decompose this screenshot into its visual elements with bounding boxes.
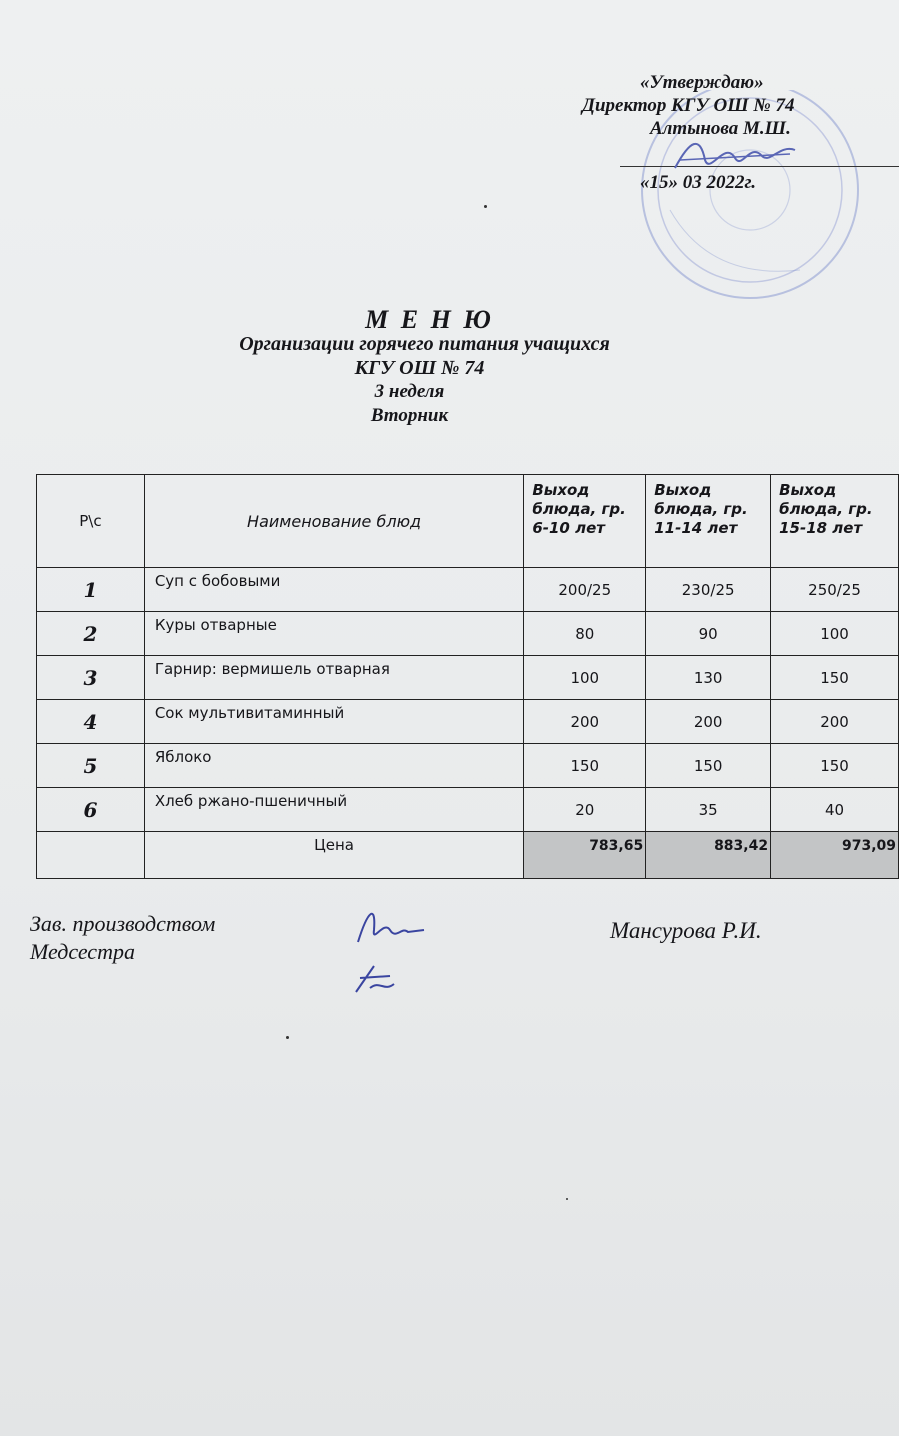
output-6-10: 80 — [524, 612, 646, 656]
header-output-11-14: Выход блюда, гр. 11-14 лет — [646, 475, 771, 568]
output-11-14: 230/25 — [646, 568, 771, 612]
output-6-10: 200/25 — [524, 568, 646, 612]
row-number: 6 — [37, 788, 145, 832]
nurse-signature-icon — [350, 958, 410, 998]
week-label: 3 неделя — [374, 381, 445, 402]
dish-name: Суп с бобовыми — [144, 568, 524, 612]
approval-heading: «Утверждаю» — [640, 72, 764, 93]
output-11-14: 35 — [646, 788, 771, 832]
approval-date: «15» 03 2022г. — [640, 172, 757, 193]
table-row — [37, 568, 899, 612]
output-6-10: 20 — [524, 788, 646, 832]
table-row — [37, 744, 899, 788]
row-number: 1 — [37, 568, 145, 612]
page-title: М Е Н Ю — [365, 305, 494, 334]
menu-table — [36, 474, 899, 879]
output-6-10: 150 — [524, 744, 646, 788]
title-block — [0, 305, 899, 428]
row-number: 4 — [37, 700, 145, 744]
school-name: КГУ ОШ № 74 — [354, 357, 485, 379]
price-row — [37, 832, 899, 879]
role-nurse: Медсестра — [30, 939, 135, 964]
output-6-10: 200 — [524, 700, 646, 744]
day-label: Вторник — [370, 405, 449, 426]
approval-director-name: Алтынова М.Ш. — [650, 118, 791, 139]
dish-name: Куры отварные — [144, 612, 524, 656]
speck — [566, 1198, 568, 1200]
table-row — [37, 700, 899, 744]
output-11-14: 130 — [646, 656, 771, 700]
dish-name: Гарнир: вермишель отварная — [144, 656, 524, 700]
output-15-18: 40 — [771, 788, 899, 832]
output-15-18: 100 — [771, 612, 899, 656]
table-row — [37, 656, 899, 700]
table-header-row — [37, 475, 899, 568]
price-11-14: 883,42 — [646, 832, 771, 879]
output-15-18: 250/25 — [771, 568, 899, 612]
price-empty-cell — [37, 832, 145, 879]
row-number: 2 — [37, 612, 145, 656]
dish-name: Сок мультивитаминный — [144, 700, 524, 744]
signer-name: Мансурова Р.И. — [610, 918, 762, 943]
output-15-18: 150 — [771, 744, 899, 788]
dish-name: Яблоко — [144, 744, 524, 788]
page-subtitle: Организации горячего питания учащихся — [239, 333, 610, 355]
header-dish-name: Наименование блюд — [144, 475, 524, 568]
speck — [286, 1036, 289, 1039]
footer-roles — [30, 910, 215, 966]
output-15-18: 200 — [771, 700, 899, 744]
header-output-6-10: Выход блюда, гр. 6-10 лет — [524, 475, 646, 568]
output-6-10: 100 — [524, 656, 646, 700]
production-head-signature-icon — [350, 900, 430, 950]
approval-block — [560, 70, 890, 270]
header-number: Р\с — [37, 475, 145, 568]
approval-position: Директор КГУ ОШ № 74 — [582, 95, 795, 116]
price-6-10: 783,65 — [524, 832, 646, 879]
price-15-18: 973,09 — [771, 832, 899, 879]
row-number: 3 — [37, 656, 145, 700]
dish-name: Хлеб ржано-пшеничный — [144, 788, 524, 832]
output-11-14: 200 — [646, 700, 771, 744]
output-15-18: 150 — [771, 656, 899, 700]
table-row — [37, 788, 899, 832]
speck — [484, 205, 487, 208]
output-11-14: 90 — [646, 612, 771, 656]
price-label: Цена — [144, 832, 524, 879]
row-number: 5 — [37, 744, 145, 788]
header-output-15-18: Выход блюда, гр. 15-18 лет — [771, 475, 899, 568]
table-row — [37, 612, 899, 656]
role-production-head: Зав. производством — [30, 911, 216, 936]
output-11-14: 150 — [646, 744, 771, 788]
